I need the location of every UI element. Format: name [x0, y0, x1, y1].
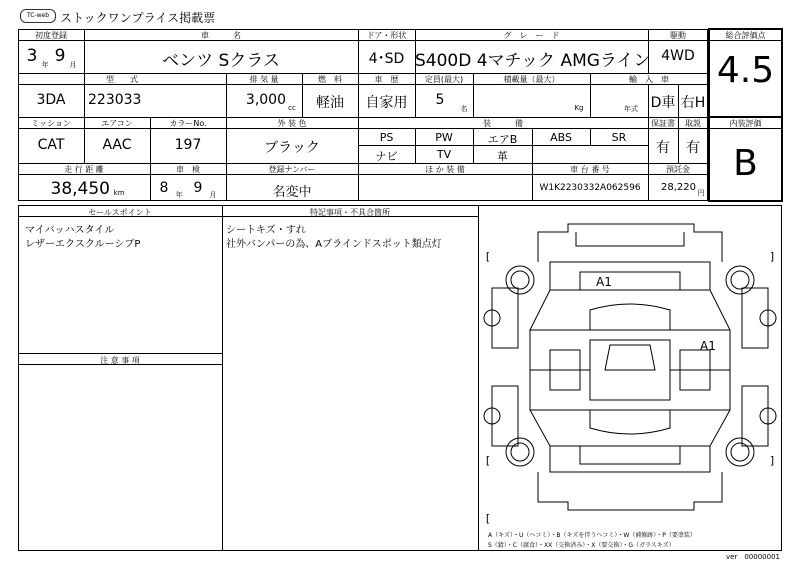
label-notes: 特記事項・不具合箇所: [310, 208, 390, 217]
label-door-shape: ドア・形状: [366, 31, 407, 40]
steering: 右H: [680, 95, 706, 111]
logo-text: TC-web: [26, 12, 50, 19]
label-first-reg: 初度登録: [35, 31, 67, 40]
capacity: 5: [435, 92, 445, 108]
year-unit: 年: [41, 61, 49, 69]
label-caution: 注 意 事 項: [100, 356, 140, 365]
label-exterior-color: 外 装 色: [277, 119, 307, 128]
mission: CAT: [37, 137, 65, 153]
car-diagram: [480, 210, 780, 530]
equip-ps: PS: [379, 131, 394, 144]
model-code: 223033: [88, 92, 142, 108]
color-no: 197: [174, 137, 202, 153]
sales-point-2: レザーエクスクルーシブP: [25, 239, 141, 250]
model-year-label: 年式: [624, 105, 638, 113]
label-overall-score: 総合評価点: [725, 31, 766, 40]
note-2: 社外バンパーの為、Aブラインドスポット類点灯: [226, 239, 442, 250]
label-manual: 取説: [685, 119, 701, 128]
damage-mark: A1: [700, 339, 716, 353]
label-import: 輸 入 車: [629, 75, 669, 84]
label-mission: ミッション: [31, 119, 71, 128]
displacement: 3,000: [245, 92, 286, 108]
cc-unit: cc: [288, 104, 296, 112]
model-prefix: 3DA: [36, 92, 66, 108]
damage-mark: A1: [596, 275, 612, 289]
legend-line-2: S（錆）・C（腐食）・XX（交換済み）・X（要交換）・G（ガラスキズ）: [488, 542, 675, 549]
drive: 4WD: [661, 48, 695, 64]
legend-line-1: A（キズ）・U（ヘコミ）・B（キズを伴うヘコミ）・W（補修跡）・P（要塗装）: [488, 532, 696, 539]
label-history: 車 歴: [374, 75, 399, 84]
door-shape: 4･SD: [368, 51, 405, 67]
label-drive: 駆動: [670, 31, 686, 40]
version-label: ver 00000001: [726, 553, 780, 561]
label-car-name: 車 名: [201, 31, 241, 40]
history: 自家用: [365, 95, 408, 111]
inspection-month: 9: [193, 180, 203, 196]
label-displacement: 排 気 量: [249, 75, 279, 84]
label-chassis-no: 車 台 番 号: [570, 165, 610, 174]
label-inspection: 車 検: [176, 165, 200, 174]
inspection-year-unit: 年: [175, 191, 183, 199]
equip-leather: 革: [497, 150, 508, 163]
equip-airbag: エアB: [487, 133, 518, 146]
bracket-bottom-right: ]: [769, 454, 775, 467]
overall-score: 4.5: [716, 50, 775, 91]
mileage: 38,450: [50, 179, 110, 199]
label-load: 積載量（最大）: [503, 75, 560, 84]
label-fuel: 燃 料: [318, 75, 342, 84]
car-name: ベンツ Sクラス: [162, 51, 280, 71]
first-reg-month: 9: [54, 46, 66, 66]
label-aircon: エアコン: [101, 119, 133, 128]
yen-unit: 円: [697, 189, 705, 197]
bracket-legend-left: [: [485, 512, 491, 525]
exterior-color: ブラック: [264, 140, 320, 156]
deposit: 28,220: [661, 182, 696, 193]
grade: S400D 4マチック AMGライン: [415, 51, 651, 71]
label-sales-points: セールスポイント: [88, 208, 152, 217]
aircon: AAC: [102, 137, 132, 153]
label-grade: グ レ ー ド: [503, 31, 560, 40]
label-deposit: 預託金: [666, 165, 690, 174]
equip-navi: ナビ: [375, 150, 398, 163]
manual: 有: [686, 140, 700, 156]
inspection-year: 8: [159, 180, 169, 196]
sales-point-1: マイバッハスタイル: [25, 225, 115, 236]
km-unit: km: [113, 189, 125, 197]
equip-abs: ABS: [550, 131, 572, 144]
label-color-no: カラーNo.: [169, 119, 207, 128]
chassis-no: W1K2230332A062596: [539, 183, 641, 193]
label-warranty: 保証書: [651, 119, 675, 128]
label-other-equipment: ほ か 装 備: [425, 165, 465, 174]
label-model: 型 式: [106, 75, 138, 84]
equip-pw: PW: [435, 131, 453, 144]
label-interior-score: 内装評価: [729, 119, 762, 128]
sheet-title: ストックワンプライス掲載票: [60, 11, 216, 25]
bracket-top-right: ]: [769, 250, 775, 263]
bracket-top-left: [: [485, 250, 491, 263]
person-unit: 名: [460, 105, 468, 113]
label-mileage: 走 行 距 離: [64, 165, 104, 174]
interior-score: B: [733, 143, 758, 184]
first-reg-year: 3: [26, 46, 38, 66]
equip-tv: TV: [436, 148, 452, 161]
bracket-bottom-left: [: [485, 454, 491, 467]
inspection-month-unit: 月: [209, 191, 217, 199]
label-plate: 登録ナンバー: [268, 165, 316, 174]
note-1: シートキズ・すれ: [226, 225, 306, 236]
label-capacity: 定員(最大): [424, 75, 464, 84]
plate: 名変中: [272, 185, 312, 200]
warranty: 有: [656, 140, 670, 156]
kg-unit: Kg: [574, 104, 584, 112]
fuel: 軽油: [316, 95, 344, 111]
import-type: D車: [650, 95, 676, 111]
month-unit: 月: [69, 61, 77, 69]
label-equipment: 装 備: [483, 119, 523, 128]
equip-sr: SR: [611, 131, 627, 144]
